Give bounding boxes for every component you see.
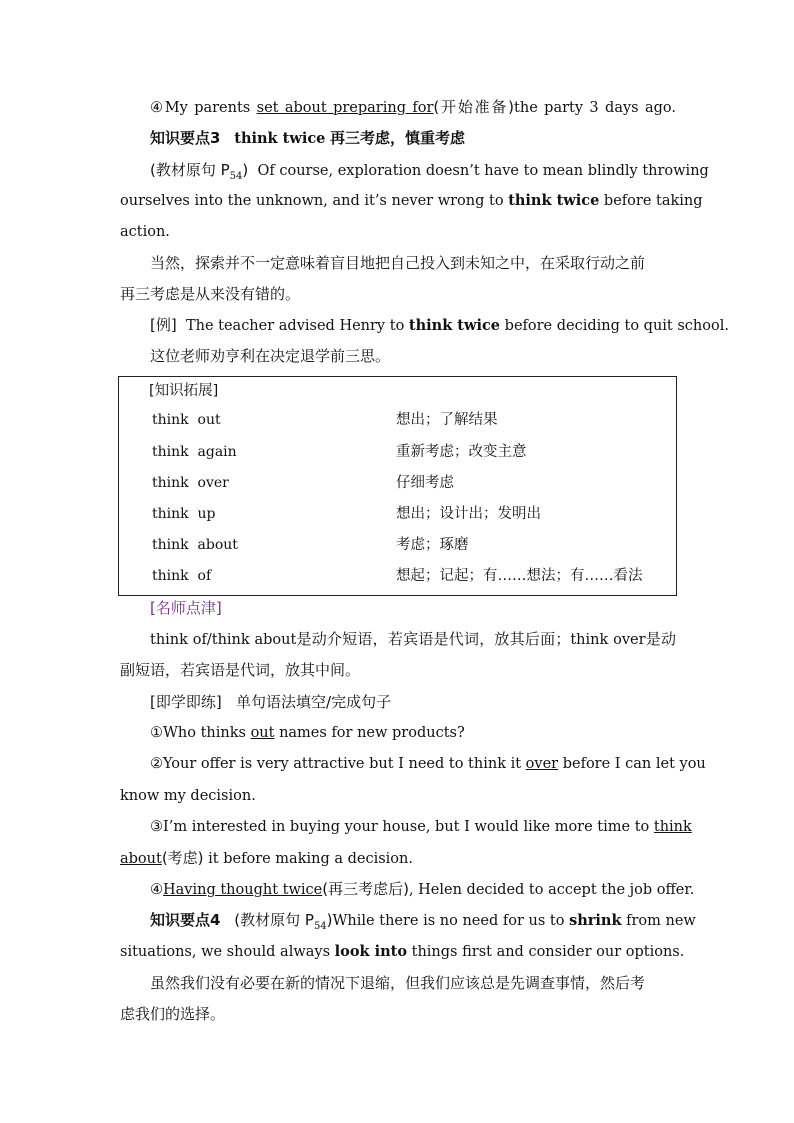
practice-heading: [即学即练] 单句语法填空/完成句子 xyxy=(150,693,392,711)
point4-source-line2: situations, we should always look into things first and consider our options. xyxy=(120,943,685,960)
point3-translation-line1: 当然，探索并不一定意味着盲目地把自己投入到未知之中，在采取行动之前 xyxy=(150,254,646,272)
point3-source-line1: (教材原句 $P_{54}$) Of course, exploration doesn’t have to mean blindly throwing xyxy=(150,161,709,182)
expansion-title: [知识拓展] xyxy=(149,383,219,399)
point3-source-line3: action. xyxy=(120,224,170,240)
phrase-row: think again 重新考虑；改变主意 xyxy=(152,444,527,460)
point4-translation-line1: 虽然我们没有必要在新的情况下退缩，但我们应该总是先调查事情，然后考 xyxy=(150,974,646,992)
example-translation: 这位老师劝亨利在决定退学前三思。 xyxy=(150,347,391,365)
question-2-line2: know my decision. xyxy=(120,788,256,804)
point3-translation-line2: 再三考虑是从来没有错的。 xyxy=(120,285,301,303)
phrase-row: think over 仔细考虑 xyxy=(152,475,454,491)
point4-heading: 知识要点4 (教材原句 $P_{54})While$ there is no need for us to shrink from new xyxy=(150,911,696,932)
knowledge-expansion-box xyxy=(118,376,677,596)
question-3-line2: about(考虑) it before making a decision. xyxy=(120,849,413,867)
phrase-row: think out 想出；了解结果 xyxy=(152,412,498,428)
teacher-tip-line1: think of/think about是动介短语，若宾语是代词，放其后面；think over是动 xyxy=(150,630,676,648)
teacher-tip-line2: 副短语，若宾语是代词，放其中间。 xyxy=(120,661,361,679)
question-2-line1: ②Your offer is very attractive but I need to think it over before I can let you xyxy=(150,756,706,772)
point3-source-line2: ourselves into the unknown, and it’s never wrong to think twice before taking xyxy=(120,192,703,209)
teacher-tip-title: [名师点津] xyxy=(150,599,222,617)
phrase-row: think of 想起；记起；有……想法；有……看法 xyxy=(152,568,643,584)
point4-translation-line2: 虑我们的选择。 xyxy=(120,1005,226,1023)
question-4: ④Having thought twice(再三考虑后), Helen decided to accept the job offer. xyxy=(150,880,695,898)
question-1: ①Who thinks out names for new products? xyxy=(150,725,465,741)
phrase-row: think up 想出；设计出；发明出 xyxy=(152,506,541,522)
question-3-line1: ③I’m interested in buying your house, but I would like more time to think xyxy=(150,819,692,835)
example-sentence: [例] The teacher advised Henry to think twice before deciding to quit school. xyxy=(150,316,729,334)
practice-sentence-4-prev: ④My parents set about preparing for(开始准备)the party 3 days ago. xyxy=(150,98,676,116)
point3-heading: 知识要点3 think twice 再三考虑，慎重考虑 xyxy=(150,129,466,147)
phrase-row: think about 考虑；琢磨 xyxy=(152,537,469,553)
